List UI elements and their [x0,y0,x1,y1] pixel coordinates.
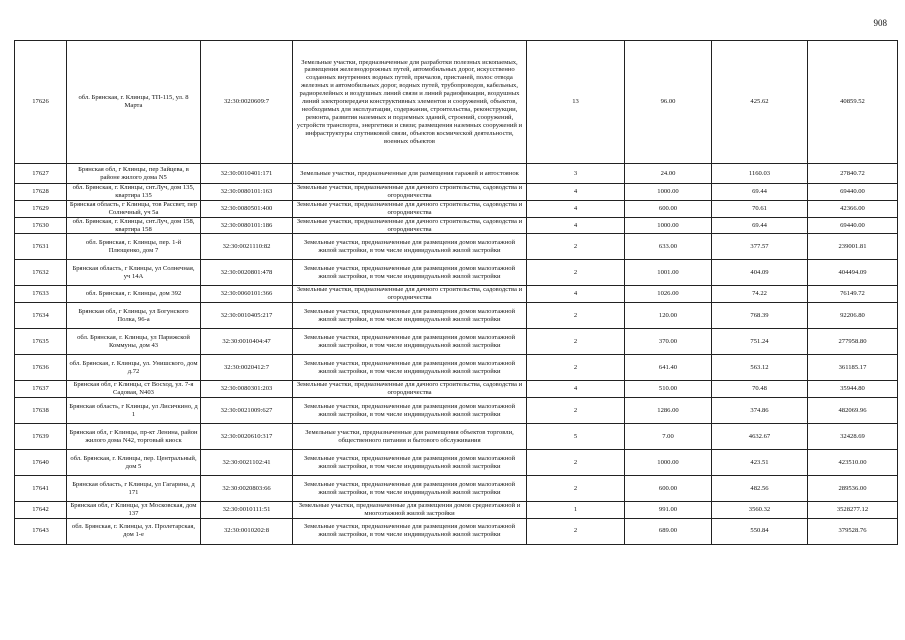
category-code-cell: 3 [527,164,625,184]
cadastral-number-cell: 32:30:0020412:7 [201,355,293,381]
address-cell: Брянская область, г Клинцы, ул Гагарина, д 171 [67,476,201,502]
table-row [15,329,898,355]
cadastral-number-cell: 32:30:0010405:217 [201,303,293,329]
address-cell: обл. Брянская, г. Клинцы, ул. Пролетарская, дом 1-е [67,518,201,544]
row-number: 17638 [15,398,67,424]
specific-value-cell: 377.57 [712,234,808,260]
table-row [15,260,898,286]
row-number: 17635 [15,329,67,355]
category-code-cell: 2 [527,329,625,355]
category-code-cell: 2 [527,518,625,544]
address-cell: обл. Брянская, г. Клинцы, ТП-115, ул. 8 Марта [67,41,201,164]
cadastral-value-cell: 69440.00 [808,184,898,201]
table-row [15,234,898,260]
table-row [15,303,898,329]
category-code-cell: 4 [527,200,625,217]
cadastral-value-cell: 239001.81 [808,234,898,260]
table-row [15,450,898,476]
land-use-cell: Земельные участки, предназначенные для дачного строительства, садоводства и огородничества [293,184,527,201]
row-number: 17640 [15,450,67,476]
row-number: 17626 [15,41,67,164]
address-cell: Брянская обл, г Клинцы, ул Богунского Полка, 96-а [67,303,201,329]
cadastral-number-cell: 32:30:0020803:66 [201,476,293,502]
cadastral-number-cell: 32:30:0020609:7 [201,41,293,164]
table-row [15,355,898,381]
address-cell: Брянская область, г Клинцы, тов Рассвет, пер Солнечный, уч 5а [67,200,201,217]
area-cell: 120.00 [625,303,712,329]
cadastral-number-cell: 32:30:0080301:203 [201,381,293,398]
row-number: 17633 [15,286,67,303]
cadastral-value-cell: 92206.80 [808,303,898,329]
cadastral-value-table [14,40,898,545]
category-code-cell: 1 [527,502,625,519]
row-number: 17632 [15,260,67,286]
row-number: 17634 [15,303,67,329]
page-number: 908 [873,18,887,28]
address-cell: Брянская обл, г Клинцы, пер Зайцева, в районе жилого дома N5 [67,164,201,184]
row-number: 17643 [15,518,67,544]
area-cell: 7.00 [625,424,712,450]
table-row [15,217,898,234]
specific-value-cell: 768.39 [712,303,808,329]
land-use-cell: Земельные участки, предназначенные для размещения домов малоэтажной жилой застройки, в том числе индивидуальной жилой застройки [293,329,527,355]
address-cell: обл. Брянская, г. Клинцы, ул Парижской Коммуны, дом 43 [67,329,201,355]
land-use-cell: Земельные участки, предназначенные для размещения домов малоэтажной жилой застройки, в том числе индивидуальной жилой застройки [293,234,527,260]
row-number: 17628 [15,184,67,201]
area-cell: 689.00 [625,518,712,544]
land-use-cell: Земельные участки, предназначенные для размещения объектов торговли, общественного питания и бытового обслуживания [293,424,527,450]
land-use-cell: Земельные участки, предназначенные для размещения домов малоэтажной жилой застройки, в том числе индивидуальной жилой застройки [293,450,527,476]
area-cell: 510.00 [625,381,712,398]
category-code-cell: 13 [527,41,625,164]
land-use-cell: Земельные участки, предназначенные для размещения домов малоэтажной жилой застройки, в том числе индивидуальной жилой застройки [293,398,527,424]
cadastral-number-cell: 32:30:0010202:8 [201,518,293,544]
cadastral-value-cell: 35944.80 [808,381,898,398]
address-cell: Брянская область, г Клинцы, ул Лисичкино, д 1 [67,398,201,424]
cadastral-number-cell: 32:30:0010404:47 [201,329,293,355]
address-cell: обл. Брянская, г. Клинцы, пер. Центральный, дом 5 [67,450,201,476]
land-use-cell: Земельные участки, предназначенные для размещения домов малоэтажной жилой застройки, в том числе индивидуальной жилой застройки [293,303,527,329]
area-cell: 991.00 [625,502,712,519]
land-use-cell: Земельные участки, предназначенные для размещения гаражей и автостоянок [293,164,527,184]
address-cell: обл. Брянская, г. Клинцы, пер. 1-й Плющенко, дом 7 [67,234,201,260]
category-code-cell: 2 [527,260,625,286]
cadastral-number-cell: 32:30:0021102:41 [201,450,293,476]
cadastral-value-cell: 379528.76 [808,518,898,544]
cadastral-value-cell: 76149.72 [808,286,898,303]
specific-value-cell: 550.84 [712,518,808,544]
category-code-cell: 4 [527,217,625,234]
address-cell: обл. Брянская, г. Клинцы, дом 392 [67,286,201,303]
area-cell: 1026.00 [625,286,712,303]
specific-value-cell: 423.51 [712,450,808,476]
table-row [15,476,898,502]
row-number: 17641 [15,476,67,502]
cadastral-value-cell: 289536.00 [808,476,898,502]
category-code-cell: 2 [527,303,625,329]
cadastral-value-cell: 404494.09 [808,260,898,286]
cadastral-value-cell: 69440.00 [808,217,898,234]
area-cell: 1286.00 [625,398,712,424]
specific-value-cell: 563.12 [712,355,808,381]
cadastral-number-cell: 32:30:0010401:171 [201,164,293,184]
address-cell: Брянская обл, г Клинцы, ул Московская, дом 137 [67,502,201,519]
cadastral-number-cell: 32:30:0080101:163 [201,184,293,201]
cadastral-value-cell: 3528277.12 [808,502,898,519]
specific-value-cell: 482.56 [712,476,808,502]
specific-value-cell: 1160.03 [712,164,808,184]
land-use-cell: Земельные участки, предназначенные для размещения домов малоэтажной жилой застройки, в том числе индивидуальной жилой застройки [293,476,527,502]
table-row [15,164,898,184]
cadastral-value-cell: 42366.00 [808,200,898,217]
land-use-cell: Земельные участки, предназначенные для размещения домов среднеэтажной и многоэтажной жилой застройки [293,502,527,519]
row-number: 17630 [15,217,67,234]
cadastral-number-cell: 32:30:0010111:51 [201,502,293,519]
row-number: 17629 [15,200,67,217]
address-cell: обл. Брянская, г. Клинцы, ул. Унишского, дом д.72 [67,355,201,381]
category-code-cell: 2 [527,234,625,260]
specific-value-cell: 70.48 [712,381,808,398]
land-use-cell: Земельные участки, предназначенные для дачного строительства, садоводства и огородничества [293,217,527,234]
table-row [15,200,898,217]
table-row [15,518,898,544]
area-cell: 24.00 [625,164,712,184]
cadastral-number-cell: 32:30:0080501:400 [201,200,293,217]
category-code-cell: 2 [527,450,625,476]
land-use-cell: Земельные участки, предназначенные для размещения домов малоэтажной жилой застройки, в том числе индивидуальной жилой застройки [293,355,527,381]
row-number: 17642 [15,502,67,519]
cadastral-value-cell: 32428.69 [808,424,898,450]
area-cell: 1000.00 [625,184,712,201]
land-use-cell: Земельные участки, предназначенные для разработки полезных ископаемых, размещения железнодорожных путей, автомобильных дорог, искусственно созданных внутренних водных путей, причалов, пристаней, полос отвода железных и автомобильных дорог, водных путей, трубопроводов, кабельных, радиорелейных и воздушных линий связи и линий радиофикации, воздушных линий электропередачи конструктивных элементов и сооружений, объектов, необходимых для эксплуатации, содержания, строительства, реконструкции, ремонта, развития наземных и подземных зданий, строений, сооружений, устройств транспорта, энергетики и связи; размещения наземных сооружений и инфраструктуры спутниковой связи, объектов космической деятельности, военных объектов [293,41,527,164]
table-row [15,398,898,424]
cadastral-number-cell: 32:30:0020610:317 [201,424,293,450]
category-code-cell: 4 [527,286,625,303]
address-cell: Брянская область, г Клинцы, ул Солнечная, уч 14А [67,260,201,286]
specific-value-cell: 69.44 [712,217,808,234]
cadastral-value-cell: 361185.17 [808,355,898,381]
specific-value-cell: 425.62 [712,41,808,164]
cadastral-number-cell: 32:30:0060101:366 [201,286,293,303]
area-cell: 1000.00 [625,217,712,234]
address-cell: обл. Брянская, г. Клинцы, снт.Луч, дом 158, квартира 158 [67,217,201,234]
area-cell: 600.00 [625,476,712,502]
category-code-cell: 2 [527,476,625,502]
row-number: 17636 [15,355,67,381]
specific-value-cell: 70.61 [712,200,808,217]
category-code-cell: 5 [527,424,625,450]
address-cell: Брянская обл, г Клинцы, ст Восход, ул. 7-я Садовая, N403 [67,381,201,398]
specific-value-cell: 404.09 [712,260,808,286]
row-number: 17631 [15,234,67,260]
row-number: 17639 [15,424,67,450]
specific-value-cell: 3560.32 [712,502,808,519]
area-cell: 370.00 [625,329,712,355]
cadastral-number-cell: 32:30:0021009:627 [201,398,293,424]
land-use-cell: Земельные участки, предназначенные для дачного строительства, садоводства и огородничества [293,286,527,303]
address-cell: Брянская обл, г Клинцы, пр-кт Ленина, район жилого дома N42, торговый киоск [67,424,201,450]
specific-value-cell: 751.24 [712,329,808,355]
specific-value-cell: 74.22 [712,286,808,303]
cadastral-number-cell: 32:30:0020801:478 [201,260,293,286]
cadastral-number-cell: 32:30:0021110:82 [201,234,293,260]
area-cell: 1001.00 [625,260,712,286]
land-use-cell: Земельные участки, предназначенные для размещения домов малоэтажной жилой застройки, в том числе индивидуальной жилой застройки [293,260,527,286]
category-code-cell: 2 [527,355,625,381]
table-row [15,184,898,201]
row-number: 17627 [15,164,67,184]
cadastral-value-cell: 482069.96 [808,398,898,424]
area-cell: 633.00 [625,234,712,260]
row-number: 17637 [15,381,67,398]
land-use-cell: Земельные участки, предназначенные для дачного строительства, садоводства и огородничества [293,200,527,217]
area-cell: 1000.00 [625,450,712,476]
cadastral-value-cell: 277958.80 [808,329,898,355]
address-cell: обл. Брянская, г. Клинцы, снт.Луч, дом 135, квартира 135 [67,184,201,201]
category-code-cell: 4 [527,381,625,398]
cadastral-value-cell: 40859.52 [808,41,898,164]
category-code-cell: 2 [527,398,625,424]
land-use-cell: Земельные участки, предназначенные для дачного строительства, садоводства и огородничества [293,381,527,398]
table-row [15,286,898,303]
specific-value-cell: 69.44 [712,184,808,201]
category-code-cell: 4 [527,184,625,201]
cadastral-number-cell: 32:30:0080101:186 [201,217,293,234]
specific-value-cell: 4632.67 [712,424,808,450]
area-cell: 600.00 [625,200,712,217]
specific-value-cell: 374.86 [712,398,808,424]
table-row [15,502,898,519]
area-cell: 96.00 [625,41,712,164]
table-row [15,424,898,450]
table-row [15,41,898,164]
cadastral-value-cell: 423510.00 [808,450,898,476]
table-row [15,381,898,398]
cadastral-value-cell: 27840.72 [808,164,898,184]
area-cell: 641.40 [625,355,712,381]
land-use-cell: Земельные участки, предназначенные для размещения домов малоэтажной жилой застройки, в том числе индивидуальной жилой застройки [293,518,527,544]
